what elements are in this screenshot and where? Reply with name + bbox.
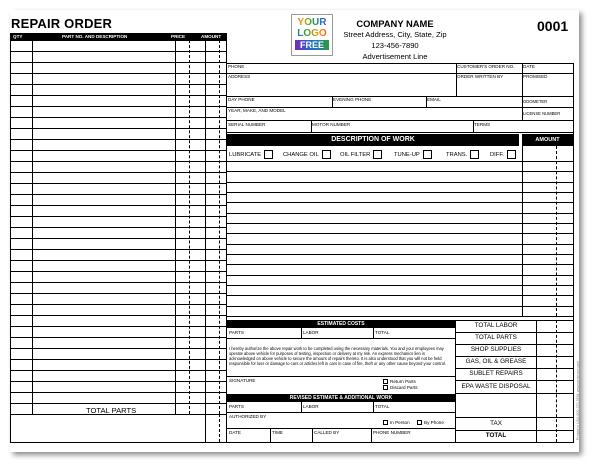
discard-parts-option[interactable] — [383, 385, 418, 390]
printer-credit: Printed in USA 800-370-5591 www.printmore.com — [576, 360, 580, 440]
estimated-costs-header: ESTIMATED COSTS — [227, 320, 455, 328]
revised-estimate-header: REVISED ESTIMATE & ADDITIONAL WORK — [227, 394, 455, 402]
parts-row-line — [10, 172, 226, 173]
email-field[interactable]: EMAIL — [427, 97, 441, 102]
revised-date-field[interactable]: DATE — [229, 430, 241, 435]
company-name: COMPANY NAME — [356, 18, 434, 29]
parts-row-line — [10, 40, 226, 41]
revised-parts-field[interactable]: PARTS — [229, 404, 244, 409]
parts-column-line — [32, 40, 33, 414]
parts-row-line — [10, 227, 226, 228]
check-item-label: DIFF. — [490, 151, 504, 158]
work-cents-divider — [556, 146, 557, 316]
check-item[interactable] — [446, 150, 479, 159]
parts-row-line — [10, 403, 226, 404]
revised-total-field[interactable]: TOTAL — [375, 404, 390, 409]
revised-labor-field[interactable]: LABOR — [303, 404, 319, 409]
totals-label: GAS, OIL & GREASE — [465, 358, 527, 365]
check-item[interactable] — [229, 150, 273, 159]
in-person-checkbox[interactable] — [383, 420, 388, 425]
discard-parts-checkbox[interactable] — [383, 385, 388, 390]
parts-row-line — [10, 293, 226, 294]
work-amount-divider — [522, 146, 523, 316]
parts-row-line — [10, 216, 226, 217]
authorized-by-field[interactable]: AUTHORIZED BY — [229, 414, 267, 419]
parts-row-line — [10, 95, 226, 96]
date-field[interactable]: DATE — [523, 64, 535, 69]
parts-row-line — [10, 249, 226, 250]
totals-cents-divider — [556, 320, 557, 442]
parts-row-line — [10, 282, 226, 283]
serial-number-field[interactable]: SERIAL NUMBER — [228, 122, 266, 127]
phone-number-field[interactable]: PHONE NUMBER — [373, 430, 411, 435]
company-ad-line: Advertisement Line — [362, 52, 428, 61]
check-item[interactable] — [394, 150, 432, 159]
parts-row-line — [10, 304, 226, 305]
parts-total-divider — [205, 414, 206, 442]
return-parts-checkbox[interactable] — [383, 379, 388, 384]
parts-row-line — [10, 73, 226, 74]
parts-row-line — [10, 326, 226, 327]
check-item[interactable] — [340, 150, 382, 159]
qty-column-header: QTY — [13, 34, 23, 39]
company-phone: 123-456-7890 — [371, 41, 419, 50]
parts-row-line — [10, 84, 226, 85]
totals-label: TOTAL PARTS — [475, 334, 517, 341]
check-item-label: LUBRICATE — [229, 151, 262, 158]
check-item[interactable] — [490, 150, 516, 159]
parts-row-line — [10, 392, 226, 393]
in-person-option[interactable] — [383, 420, 410, 425]
work-amount-header: AMOUNT — [522, 134, 573, 146]
phone-field[interactable]: PHONE — [228, 64, 245, 69]
check-item-checkbox[interactable] — [470, 150, 479, 159]
parts-column-line — [175, 40, 176, 414]
check-item[interactable] — [283, 150, 331, 159]
check-item-label: TRANS. — [446, 151, 468, 158]
vehicle-field[interactable]: YEAR, MAKE, AND MODEL — [228, 108, 286, 113]
totals-amount-divider — [536, 320, 537, 442]
logo-text-your: YOUR — [292, 17, 332, 28]
revised-time-field[interactable]: TIME — [272, 430, 283, 435]
parts-row-line — [10, 183, 226, 184]
order-written-by-field[interactable]: ORDER WRITTEN BY — [457, 74, 504, 79]
check-item-checkbox[interactable] — [423, 150, 432, 159]
part-column-header: PART NO. AND DESCRIPTION — [62, 34, 128, 39]
parts-row-line — [10, 62, 226, 63]
form-title: REPAIR ORDER — [11, 16, 113, 31]
called-by-field[interactable]: CALLED BY — [314, 430, 340, 435]
total-parts-label: TOTAL PARTS — [86, 406, 137, 415]
parts-row-line — [10, 194, 226, 195]
parts-row-line — [10, 161, 226, 162]
parts-total-divider — [219, 414, 220, 442]
license-number-field[interactable]: LICENSE NUMBER — [523, 111, 561, 116]
parts-row-line — [10, 381, 226, 382]
logo-text-free: FREE — [295, 40, 329, 50]
odometer-field[interactable]: ODOMETER — [523, 99, 548, 104]
estimate-parts-field[interactable]: PARTS — [229, 330, 244, 335]
parts-row-line — [10, 238, 226, 239]
repair-order-form — [10, 10, 579, 452]
authorization-text: I hereby authorize the above repair work to be completed using the necessary materials. You and your employees may operate above vehicle for purposes of testing, inspection or delivery at my risk. An express mechanics lien is acknowledged on above vehicle to secure the amount of repairs thereto. It is also understood that you will not be held responsible for loss or damage to cars or articles left in cars in case of fire, theft or any other cause beyond your control. — [229, 346, 447, 366]
parts-row-line — [10, 348, 226, 349]
totals-label: SHOP SUPPLIES — [470, 346, 522, 353]
estimate-labor-field[interactable]: LABOR — [303, 330, 319, 335]
promised-field[interactable]: PROMISED — [523, 74, 548, 79]
totals-label: TOTAL LABOR — [474, 322, 518, 329]
by-phone-option[interactable] — [417, 420, 444, 425]
parts-row-line — [10, 139, 226, 140]
evening-phone-field[interactable]: EVENING PHONE — [333, 97, 372, 102]
parts-table-header — [10, 33, 226, 40]
terms-field[interactable]: TERMS — [474, 122, 491, 127]
parts-row-line — [10, 271, 226, 272]
parts-row-line — [10, 51, 226, 52]
signature-field[interactable]: SIGNATURE — [229, 378, 256, 383]
return-parts-label: Return Parts — [390, 379, 416, 384]
totals-label: TOTAL — [485, 432, 507, 439]
description-of-work-header: DESCRIPTION OF WORK — [227, 134, 519, 146]
by-phone-checkbox[interactable] — [417, 420, 422, 425]
customer-order-field[interactable]: CUSTOMER'S ORDER NO. — [457, 64, 515, 69]
form-number: 0001 — [537, 18, 569, 34]
check-item-checkbox[interactable] — [264, 150, 273, 159]
day-phone-field[interactable]: DAY PHONE — [228, 97, 255, 102]
totals-label: TAX — [490, 420, 502, 427]
parts-row-line — [10, 117, 226, 118]
totals-label: EPA WASTE DISPOSAL — [461, 383, 531, 390]
parts-row-line — [10, 359, 226, 360]
check-item-label: OIL FILTER — [340, 151, 371, 158]
estimate-total-field[interactable]: TOTAL — [375, 330, 390, 335]
parts-row-line — [10, 150, 226, 151]
logo-text-logo: LOGO — [292, 28, 332, 39]
discard-parts-label: Discard Parts — [390, 385, 418, 390]
motor-number-field[interactable]: MOTOR NUMBER — [312, 122, 351, 127]
check-item-label: CHANGE OIL — [283, 151, 319, 158]
parts-left-border — [10, 33, 11, 442]
amount-column-header: AMOUNT — [201, 34, 222, 39]
totals-label: SUBLET REPAIRS — [469, 370, 523, 377]
check-item-label: TUNE-UP — [394, 151, 420, 158]
parts-row-line — [10, 106, 226, 107]
check-item-checkbox[interactable] — [373, 150, 382, 159]
parts-row-line — [10, 337, 226, 338]
by-phone-label: By Phone — [424, 420, 444, 425]
parts-column-line — [189, 40, 190, 414]
parts-column-line — [205, 40, 206, 414]
parts-column-line — [219, 40, 220, 414]
parts-row-line — [10, 260, 226, 261]
company-address: Street Address, City, State, Zip — [343, 30, 447, 39]
parts-row-line — [10, 370, 226, 371]
parts-row-line — [10, 205, 226, 206]
return-parts-option[interactable] — [383, 379, 416, 384]
check-item-checkbox[interactable] — [507, 150, 516, 159]
parts-row-line — [10, 128, 226, 129]
in-person-label: In Person — [390, 420, 410, 425]
check-item-checkbox[interactable] — [322, 150, 331, 159]
address-field[interactable]: ADDRESS — [228, 74, 251, 79]
parts-row-line — [10, 315, 226, 316]
price-column-header: PRICE — [171, 34, 186, 39]
